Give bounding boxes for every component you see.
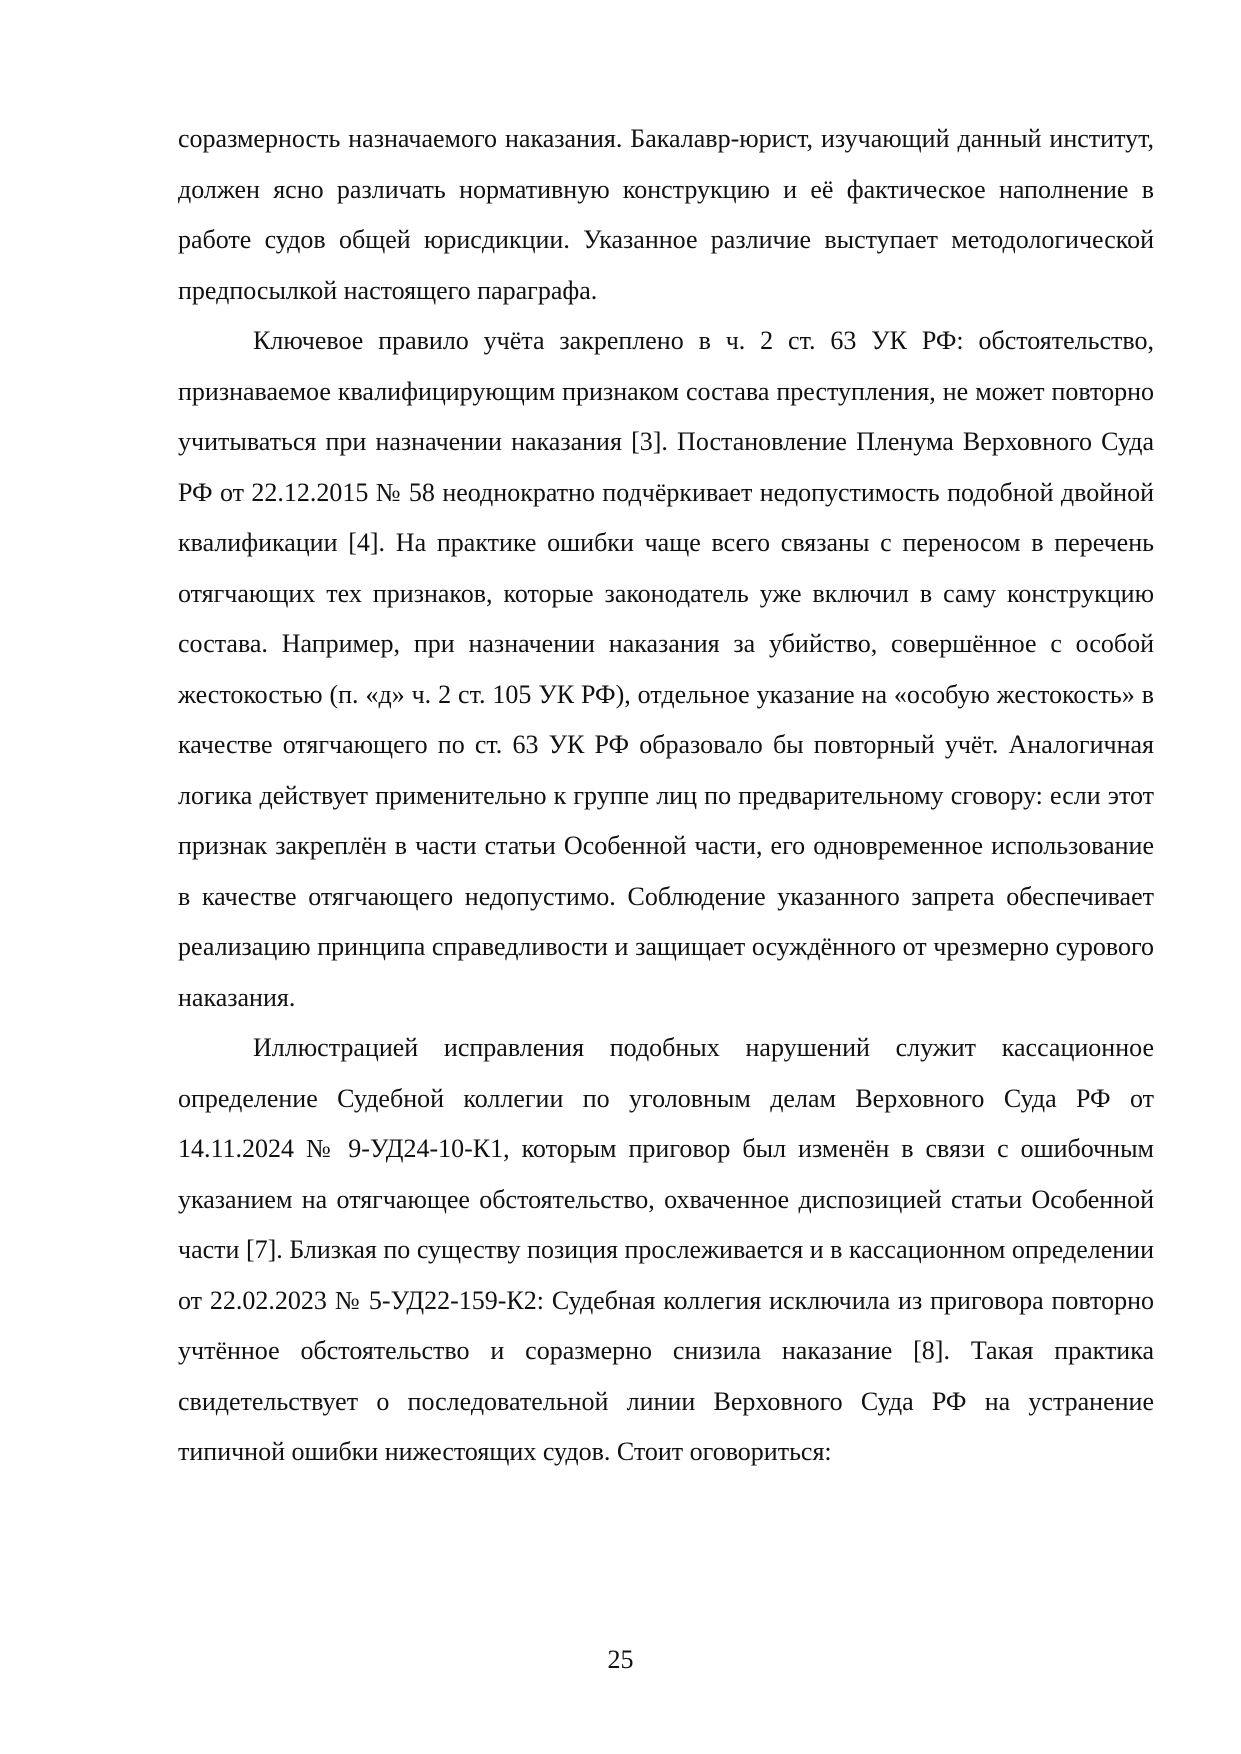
page-number: 25: [607, 1645, 634, 1674]
document-body: [178, 114, 1154, 1478]
paragraph-1: соразмерность назначаемого наказания. Бакалавр-юрист, изучающий данный институт, должен ясно различать нормативную конструкцию и её фактическое наполнение в работе судов общей юрисдикции. Указанное различие выступает методологической предпосылкой настоящего параграфа.: [178, 124, 1154, 305]
paragraph-2: Ключевое правило учёта закреплено в ч. 2 ст. 63 УК РФ: обстоятельство, признаваемое квалифицирующим признаком состава преступления, не может повторно учитываться при назначении наказания [3]. Постановление Пленума Верховного Суда РФ от 22.12.2015 № 58 неоднократно подчёркивает недопустимость подобной двойной квалификации [4]. На практике ошибки чаще всего связаны с переносом в перечень отягчающих тех признаков, которые законодатель уже включил в саму конструкцию состава. Например, при назначении наказания за убийство, совершённое с особой жестокостью (п. «д» ч. 2 ст. 105 УК РФ), отдельное указание на «особую жестокость» в качестве отягчающего по ст. 63 УК РФ образовало бы повторный учёт. Аналогичная логика действует применительно к группе лиц по предварительному сговору: если этот признак закреплён в части статьи Особенной части, его одновременное использование в качестве отягчающего недопустимо. Соблюдение указанного запрета обеспечивает реализацию принципа справедливости и защищает осуждённого от чрезмерно сурового наказания.: [178, 326, 1154, 1012]
paragraph-3: Иллюстрацией исправления подобных нарушений служит кассационное определение Судебной коллегии по уголовным делам Верховного Суда РФ от 14.11.2024 № 9-УД24-10-К1, которым приговор был изменён в связи с ошибочным указанием на отягчающее обстоятельство, охваченное диспозицией статьи Особенной части [7]. Близкая по существу позиция прослеживается и в кассационном определении от 22.02.2023 № 5-УД22-159-К2: Судебная коллегия исключила из приговора повторно учтённое обстоятельство и соразмерно снизила наказание [8]. Такая практика свидетельствует о последовательной линии Верховного Суда РФ на устранение типичной ошибки нижестоящих судов. Стоит оговориться:: [178, 1033, 1154, 1466]
